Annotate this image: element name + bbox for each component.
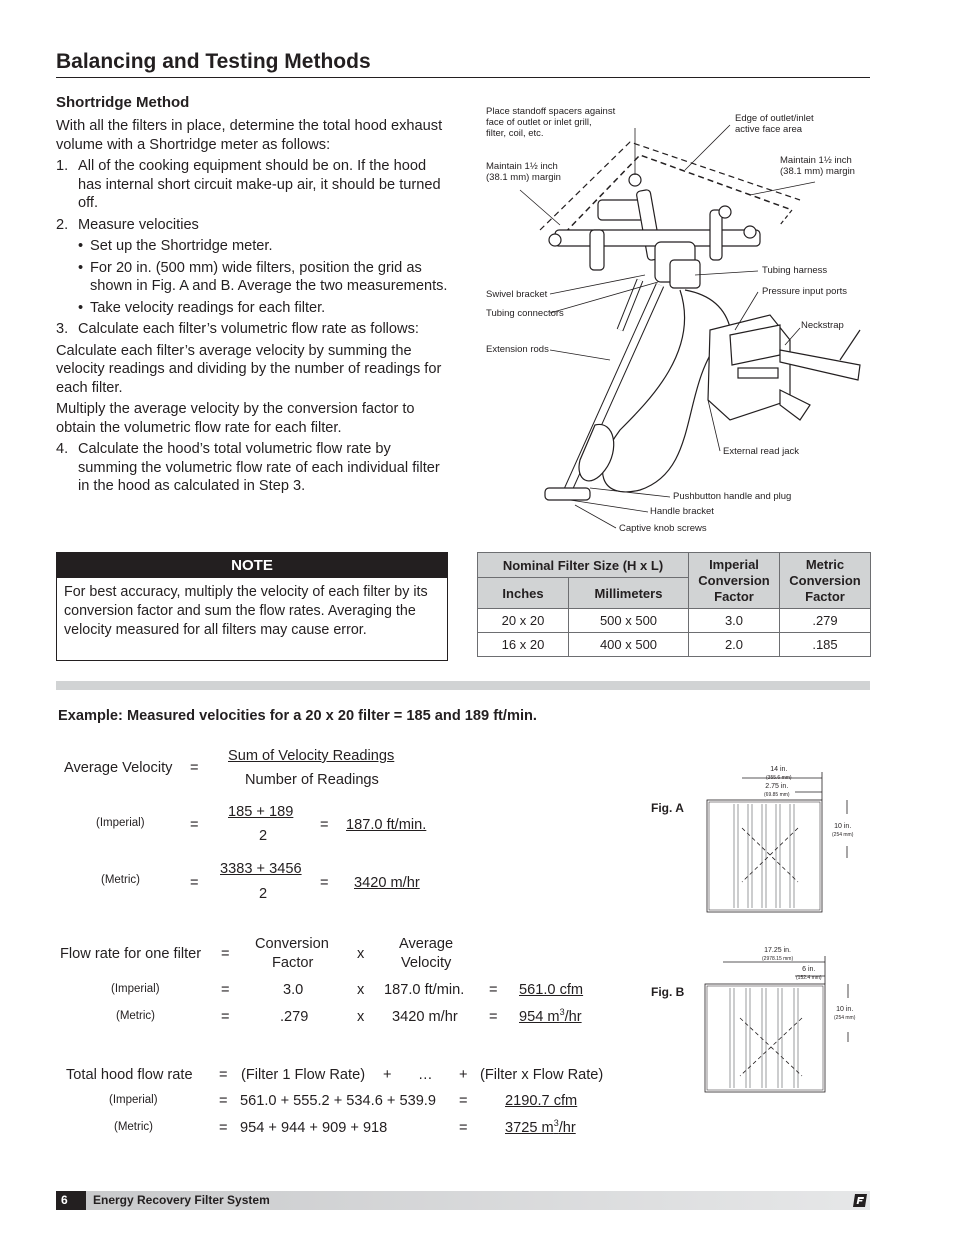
imperial-label: (Imperial) [111, 983, 160, 995]
label-tubing-harness: Tubing harness [762, 265, 828, 276]
equals-sign: = [489, 1009, 498, 1025]
th-imperial: Imperial Conversion Factor [689, 553, 780, 609]
imperial-label: (Imperial) [109, 1094, 158, 1106]
flow-imp-result: 561.0 cfm [519, 982, 584, 998]
label-read-jack: External read jack [723, 446, 800, 457]
note-box [56, 552, 448, 661]
imp-denominator: 2 [259, 828, 268, 844]
fig-b-offset-label: 6 in. (152.4 mm) [796, 966, 822, 981]
fig-a-height-label: 10 in. (254 mm) [832, 823, 854, 838]
label-tubing-connectors: Tubing connectors [486, 308, 564, 319]
step-3-paragraph: Calculate each filter’s average velocity by summing the velocity readings and dividing by the number of readings for each filter. [56, 342, 442, 396]
total-imp-sum: 561.0 + 555.2 + 534.6 + 539.9 [240, 1093, 436, 1109]
plus-sign: + [383, 1067, 392, 1083]
equals-sign: = [219, 1067, 228, 1083]
footer-title: Energy Recovery Filter System [93, 1193, 270, 1207]
th-inches: Inches [478, 578, 569, 609]
note-text: For best accuracy, multiply the velocity of each filter by its conversion factor and sum the flow rates. Averaging the velocity measured for all filters may cause error. [64, 584, 428, 638]
avg-vel-2: Velocity [401, 955, 452, 971]
met-result: 3420 m/hr [354, 875, 420, 891]
total-met-result: 3725 $m^3/hr$ [505, 1118, 576, 1136]
metric-label: (Metric) [116, 1010, 155, 1022]
label-margin-right: Maintain 1½ inch (38.1 mm) margin [780, 155, 855, 177]
equals-sign: = [320, 875, 329, 891]
avg-velocity-label: Average Velocity [64, 760, 173, 776]
fig-a-offset-label: 2.75 in. (69.85 mm) [764, 783, 790, 798]
equals-sign: = [219, 1120, 228, 1136]
equals-sign: = [459, 1093, 468, 1109]
step-2: 2. Measure velocities [56, 216, 199, 233]
fig-b-width-label: 17.25 in. (2978.15 mm) [762, 947, 794, 962]
imperial-label: (Imperial) [96, 817, 145, 829]
flow-label: Flow rate for one filter [60, 946, 202, 962]
times-sign: x [357, 1009, 365, 1025]
table-row: 20 x 20 500 x 500 3.0 .279 [478, 609, 871, 633]
ellipsis: … [418, 1067, 433, 1083]
label-captive-knob: Captive knob screws [619, 523, 707, 534]
th-millimeters: Millimeters [569, 578, 689, 609]
th-nominal: Nominal Filter Size (H x L) [478, 553, 689, 578]
title-divider [56, 77, 870, 78]
num-readings: Number of Readings [245, 772, 379, 788]
equals-sign: = [190, 760, 199, 776]
label-handle-bracket: Handle bracket [650, 506, 714, 517]
times-sign: x [357, 982, 365, 998]
intro-text: With all the filters in place, determine the total hood exhaust volume with a Shortridge meter as follows: [56, 118, 443, 153]
imp-numerator: 185 + 189 [228, 804, 294, 820]
flow-met-factor: .279 [280, 1009, 309, 1025]
plus-sign: + [459, 1067, 468, 1083]
equals-sign: = [221, 982, 230, 998]
example-heading: Example: Measured velocities for a 20 x 20 filter = 185 and 189 ft/min. [58, 708, 537, 724]
flow-imp-factor: 3.0 [283, 982, 304, 998]
flow-met-result: 954 $m^3/hr$ [519, 1007, 582, 1025]
total-imp-result: 2190.7 cfm [505, 1093, 578, 1109]
fig-b-label: Fig. B [651, 985, 685, 999]
section-heading: Shortridge Method [56, 94, 190, 111]
step-3: 3. Calculate each filter’s volumetric flow rate as follows: [56, 321, 419, 337]
label-margin-left: Maintain 1½ inch (38.1 mm) margin [486, 161, 561, 183]
step-4: 4. Calculate the hood’s total volumetric flow rate by summing the volumetric flow rate of each individual filter in the hood as calculated in Step 3. [56, 441, 440, 494]
imp-result: 187.0 ft/min. [346, 817, 427, 833]
label-extension-rods: Extension rods [486, 344, 549, 355]
page-number: 6 [56, 1191, 86, 1210]
avg-vel-1: Average [399, 936, 454, 952]
fig-a-label: Fig. A [651, 801, 684, 815]
sum-readings: Sum of Velocity Readings [228, 748, 395, 764]
filter-x-term: (Filter x Flow Rate) [480, 1067, 604, 1083]
fig-a-diagram [700, 760, 880, 920]
equals-sign: = [320, 817, 329, 833]
conv-factor-1: Conversion [255, 936, 329, 952]
brand-logo-icon [852, 1193, 868, 1208]
fig-b-height-label: 10 in. (254 mm) [834, 1006, 856, 1021]
step-3-paragraph: Multiply the average velocity by the conversion factor to obtain the volumetric flow rate for each filter. [56, 401, 415, 436]
conv-factor-2: Factor [272, 955, 314, 971]
step-1: 1. All of the cooking equipment should be on. If the hood has internal short circuit make-up air, it should be turned off. [56, 158, 441, 211]
filter-size-table [477, 552, 871, 657]
equals-sign: = [190, 875, 199, 891]
step-2-bullet: • For 20 in. (500 mm) wide filters, position the grid as shown in Fig. A and B. Average the two measurements. [78, 259, 448, 294]
label-pressure-input: Pressure input ports [762, 286, 848, 297]
equals-sign: = [489, 982, 498, 998]
fig-b-diagram [700, 942, 880, 1102]
total-met-sum: 954 + 944 + 909 + 918 [240, 1120, 388, 1136]
met-denominator: 2 [259, 886, 268, 902]
label-standoff: Place standoff spacers against face of outlet or inlet grill, filter, coil, etc. [486, 106, 616, 139]
note-heading: NOTE [57, 553, 447, 578]
label-edge: Edge of outlet/inlet active face area [735, 113, 814, 135]
label-swivel-bracket: Swivel bracket [486, 289, 548, 300]
flow-met-velocity: 3420 m/hr [392, 1009, 458, 1025]
metric-label: (Metric) [101, 874, 140, 886]
total-label: Total hood flow rate [66, 1067, 193, 1083]
equals-sign: = [190, 817, 199, 833]
filter-1-term: (Filter 1 Flow Rate) [241, 1067, 366, 1083]
label-pushbutton: Pushbutton handle and plug [673, 491, 792, 502]
fig-b-grid [700, 942, 880, 1102]
instructions [56, 117, 451, 499]
times-sign: x [357, 946, 365, 962]
th-metric: Metric Conversion Factor [780, 553, 871, 609]
flow-imp-velocity: 187.0 ft/min. [384, 982, 465, 998]
equals-sign: = [459, 1120, 468, 1136]
label-neckstrap: Neckstrap [801, 320, 844, 331]
step-2-bullet: • Set up the Shortridge meter. [78, 238, 273, 254]
table-row: 16 x 20 400 x 500 2.0 .185 [478, 633, 871, 657]
step-2-bullet: • Take velocity readings for each filter. [78, 299, 326, 316]
equals-sign: = [221, 946, 230, 962]
met-numerator: 3383 + 3456 [220, 861, 302, 877]
shortridge-meter-diagram [480, 100, 870, 540]
page-title: Balancing and Testing Methods [56, 50, 371, 73]
section-divider [56, 681, 870, 690]
equals-sign: = [219, 1093, 228, 1109]
equals-sign: = [221, 1009, 230, 1025]
fig-a-width-label: 14 in. (355.6 mm) [766, 766, 792, 781]
metric-label: (Metric) [114, 1121, 153, 1133]
fig-a-grid [700, 760, 880, 920]
